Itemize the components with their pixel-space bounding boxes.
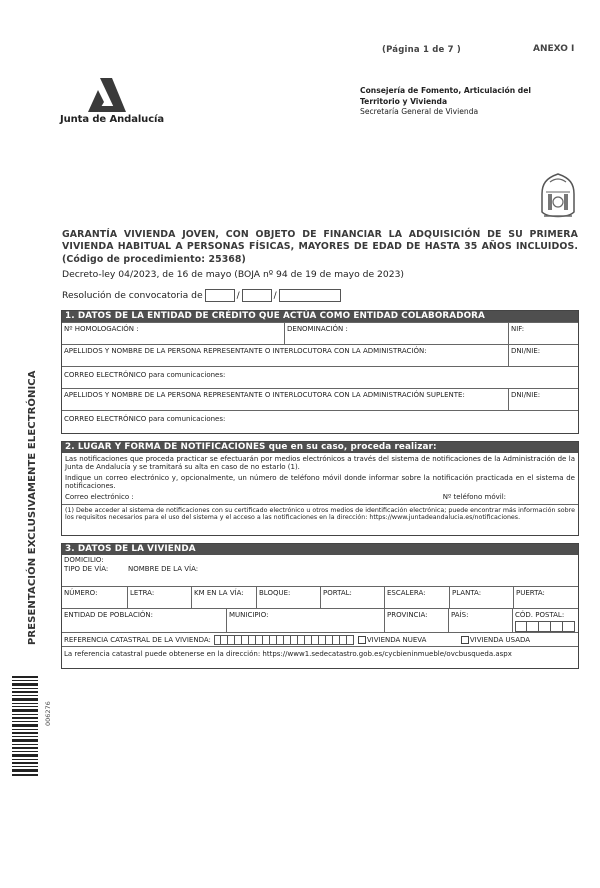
catastro-note: La referencia catastral puede obtenerse en la dirección: https://www1.sedecatastro.gob.es/cycbieninmueble/ovcbusqueda.aspx (64, 649, 512, 658)
section-1-heading: 1. DATOS DE LA ENTIDAD DE CRÉDITO QUE ACTÚA COMO ENTIDAD COLABORADORA (62, 311, 578, 322)
planta-field[interactable]: PLANTA: (449, 587, 513, 608)
letra-field[interactable]: LETRA: (127, 587, 191, 608)
resolution-day-input[interactable] (205, 289, 235, 302)
resolution-year-input[interactable] (279, 289, 341, 302)
resolution-label: Resolución de convocatoria de (62, 290, 203, 301)
representative-email-field[interactable]: CORREO ELECTRÓNICO para comunicaciones: (64, 371, 226, 379)
entidad-poblacion-field[interactable]: ENTIDAD DE POBLACIÓN: (64, 611, 154, 619)
resolution-month-input[interactable] (242, 289, 272, 302)
cadastral-note-row (62, 646, 578, 660)
via-name-field[interactable]: NOMBRE DE LA VÍA: (128, 565, 199, 573)
notifications-paragraph-2: Indique un correo electrónico y, opcionalmente, un número de teléfono móvil donde informar sobre la notificación practicada en el sistema de notificaciones. (65, 473, 575, 491)
junta-logo-icon (60, 76, 170, 116)
annex-label: ANEXO I (533, 44, 575, 54)
notifications-paragraph-1: Las notificaciones que proceda practicar se efectuarán por medios electrónicos a través del sistema de notificaciones de la Administración de la Junta de Andalucía y se tramitará su alta en caso de no estarlo (1). (65, 455, 575, 472)
org-line-2: Territorio y Vivienda (360, 96, 448, 106)
bloque-field[interactable]: BLOQUE: (256, 587, 320, 608)
homologacion-field[interactable]: Nº HOMOLOGACIÓN : (64, 325, 139, 333)
via-type-field[interactable]: TIPO DE VÍA: (64, 565, 109, 573)
org-line-1: Consejería de Fomento, Articulación del (360, 86, 531, 95)
junta-logo (60, 76, 170, 130)
provincia-field[interactable]: PROVINCIA: (384, 609, 448, 632)
postal-code-boxes[interactable] (515, 621, 576, 632)
date-separator: / (236, 290, 240, 301)
numero-field[interactable]: NÚMERO: (64, 589, 98, 597)
used-dwelling-checkbox[interactable] (461, 636, 469, 644)
decree-reference: Decreto-ley 04/2023, de 16 de mayo (BOJA nº 94 de 19 de mayo de 2023) (62, 269, 405, 280)
barcode-icon (12, 676, 38, 776)
domicilio-label: DOMICILIO: (64, 556, 104, 564)
notification-phone-field[interactable]: Nº teléfono móvil: (442, 492, 506, 501)
pais-field[interactable]: PAÍS: (448, 609, 512, 632)
representative-name-field[interactable]: APELLIDOS Y NOMBRE DE LA PERSONA REPRESENTANTE O INTERLOCUTORA CON LA ADMINISTRACIÓN: (64, 347, 427, 355)
postal-code-field[interactable]: CÓD. POSTAL: (512, 609, 578, 632)
used-dwelling-label: VIVIENDA USADA (469, 635, 531, 644)
electronic-submission-notice: PRESENTACIÓN EXCLUSIVAMENTE ELECTRÓNICA (27, 370, 38, 645)
address-block (62, 555, 578, 586)
new-dwelling-checkbox[interactable] (358, 636, 366, 644)
nif-field[interactable]: NIF: (508, 323, 578, 344)
puerta-field[interactable]: PUERTA: (513, 587, 578, 608)
representative-dni-field[interactable]: DNI/NIE: (508, 345, 578, 366)
denominacion-field[interactable]: DENOMINACIÓN : (284, 323, 508, 344)
escalera-field[interactable]: ESCALERA: (384, 587, 449, 608)
date-separator: / (273, 290, 277, 301)
km-field[interactable]: KM EN LA VÍA: (191, 587, 256, 608)
form-code: 006276 (44, 701, 52, 726)
substitute-dni-field[interactable]: DNI/NIE: (508, 389, 578, 410)
substitute-email-field[interactable]: CORREO ELECTRÓNICO para comunicaciones: (64, 415, 226, 423)
page-indicator: (Página 1 de 7 ) (382, 45, 462, 55)
notifications-footnote: (1) Debe acceder al sistema de notificaciones con su certificado electrónico u otros medios de identificación electrónica; puede encontrar más información sobre los requisitos necesarios para el uso del sistema y el acceso a las notificaciones en la dirección: https://www.juntadeandalucia.es/notificaciones. (65, 506, 575, 521)
section-notifications (61, 441, 579, 536)
andalucia-crest-icon (538, 172, 578, 222)
form-row (62, 586, 578, 608)
form-row (62, 366, 578, 388)
new-dwelling-label: VIVIENDA NUEVA (366, 635, 427, 644)
form-row (62, 608, 578, 632)
cadastral-row (62, 632, 578, 646)
section-2-heading: 2. LUGAR Y FORMA DE NOTIFICACIONES que en su caso, proceda realizar: (62, 442, 578, 453)
portal-field[interactable]: PORTAL: (320, 587, 384, 608)
form-title: GARANTÍA VIVIENDA JOVEN, CON OBJETO DE FINANCIAR LA ADQUISICIÓN DE SU PRIMERA VIVIENDA HABITUAL A PERSONAS FÍSICAS, MAYORES DE EDAD DE HASTA 35 AÑOS INCLUIDOS. (Código de procedimiento: 25368) (62, 229, 578, 265)
catastral-reference-input[interactable] (214, 635, 354, 645)
resolution-date-field (62, 289, 341, 302)
form-row (62, 388, 578, 410)
form-row (62, 344, 578, 366)
organization-block (360, 86, 531, 118)
form-row (62, 410, 578, 432)
section-credit-entity (61, 310, 579, 434)
municipio-field[interactable]: MUNICIPIO: (226, 609, 384, 632)
substitute-name-field[interactable]: APELLIDOS Y NOMBRE DE LA PERSONA REPRESENTANTE O INTERLOCUTORA CON LA ADMINISTRACIÓN SUPLENTE: (64, 391, 465, 399)
form-row (62, 322, 578, 344)
logo-text: Junta de Andalucía (60, 114, 165, 125)
catastral-label: REFERENCIA CATASTRAL DE LA VIVIENDA: (64, 635, 211, 644)
org-line-3: Secretaría General de Vivienda (360, 107, 479, 116)
section-3-heading: 3. DATOS DE LA VIVIENDA (62, 544, 578, 555)
notification-email-field[interactable]: Correo electrónico : (65, 492, 134, 501)
section-dwelling (61, 543, 579, 669)
